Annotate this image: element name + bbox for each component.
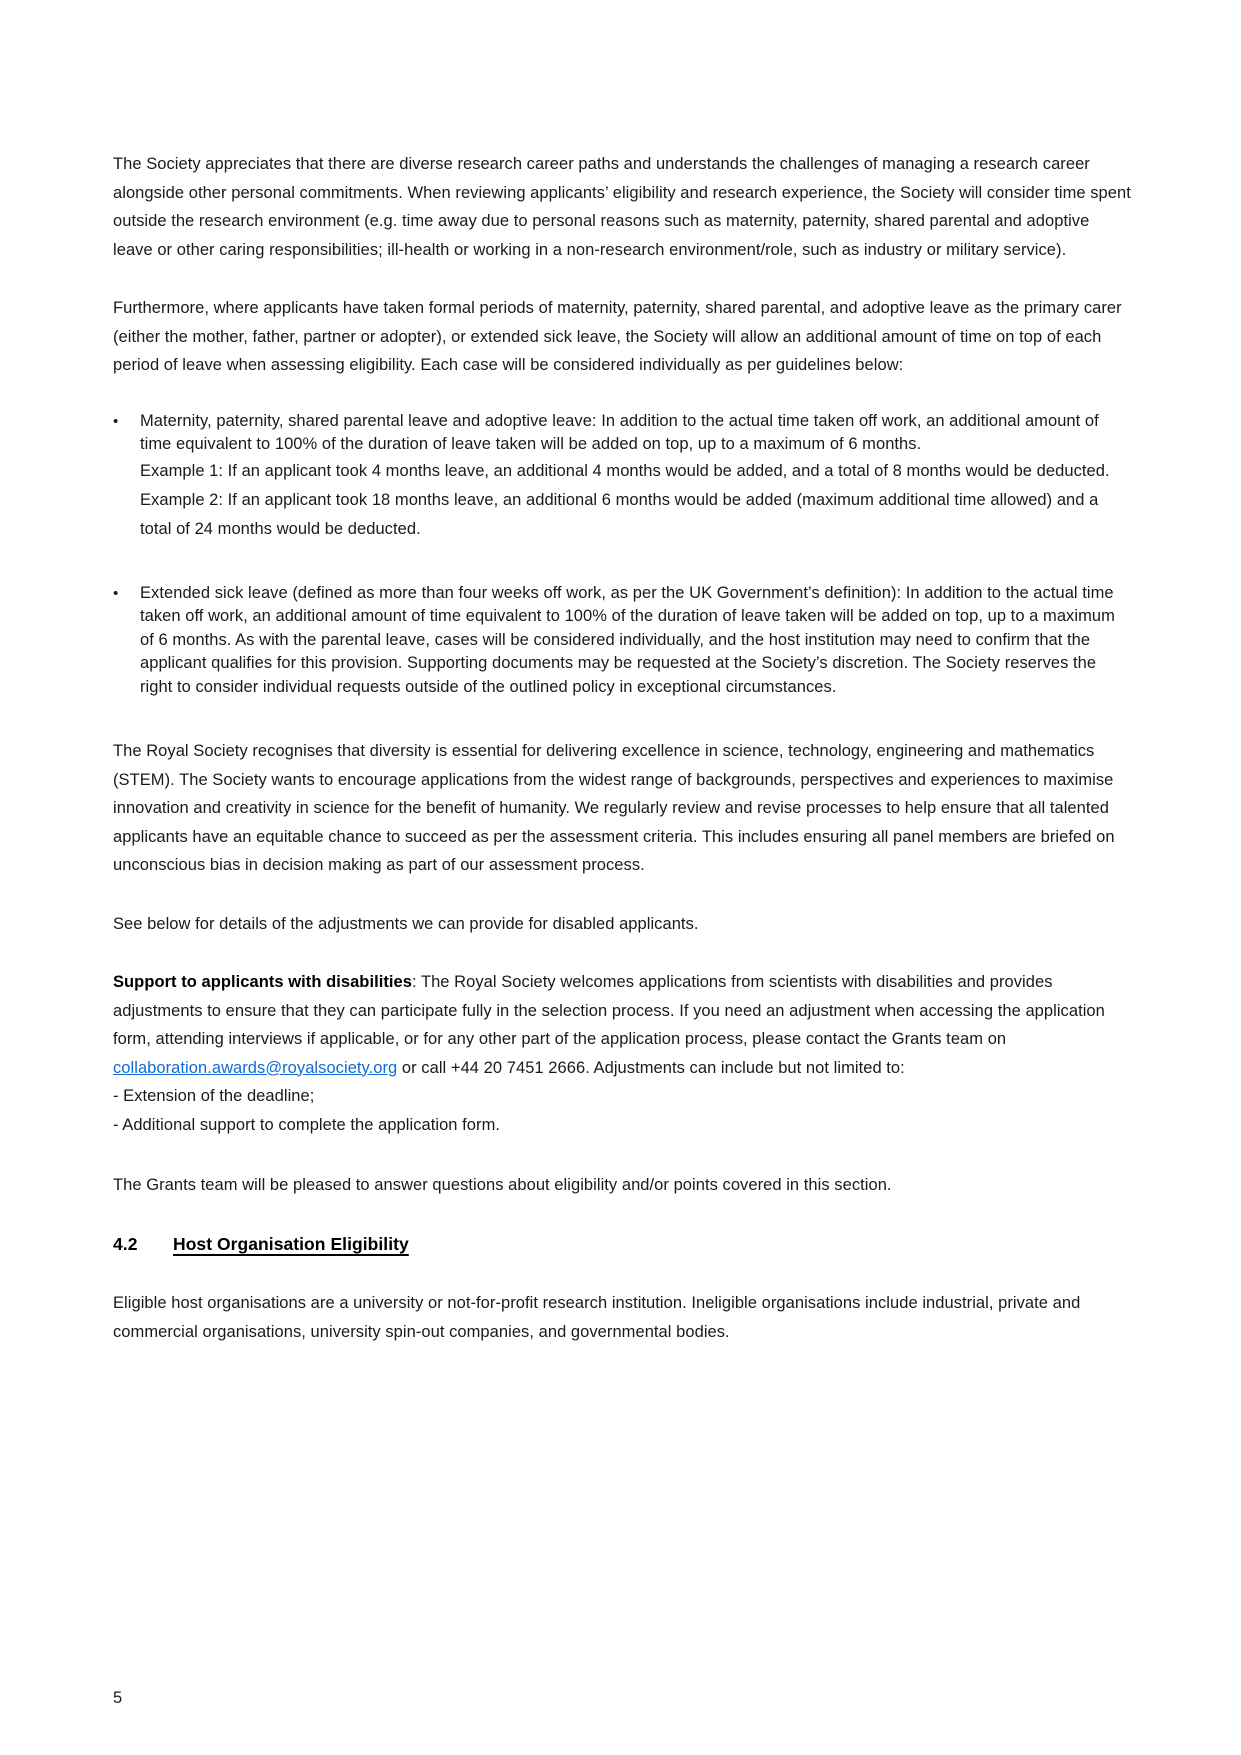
bullet-parental-leave-text: Maternity, paternity, shared parental leave and adoptive leave: In addition to the actual time taken off work, an additional amount of time equivalent to 100% of the duration of leave taken will be added on top, up to a maximum of 6 months. [140,411,1099,453]
paragraph-leave-allowance: Furthermore, where applicants have taken formal periods of maternity, paternity, shared parental, and adoptive leave as the primary carer (either the mother, father, partner or adopter), or extended sick leave, the Society will allow an additional amount of time on top of each period of leave when assessing eligibility. Each case will be considered individually as per guidelines below: [113,299,1122,374]
bullet-sick-leave-body [140,582,1133,700]
support-text-after-link: or call +44 20 7451 2666. Adjustments can include but not limited to: [397,1058,905,1077]
page-number: 5 [113,1689,123,1707]
paragraph-see-below: See below for details of the adjustments we can provide for disabled applicants. [113,914,699,933]
adjustment-item-deadline: - Extension of the deadline; [113,1087,315,1105]
adjustment-item-application-support: - Additional support to complete the application form. [113,1115,501,1134]
support-text-before-link: : The Royal Society welcomes applications from scientists with disabilities and provides adjustments to ensure that they can participate fully in the selection process. If you need an adjustment when accessing the application form, attending interviews if applicable, or for any other part of the application process, please contact the Grants team on [113,973,1105,1048]
bullet-icon: • [113,584,119,602]
document-content [113,0,1133,1376]
section-title: Host Organisation Eligibility [173,1233,409,1254]
bullet-parental-leave-body [140,410,1133,544]
bullet-sick-leave-text: Extended sick leave (defined as more than four weeks off work, as per the UK Government’s definition): In addition to the actual time taken off work, an additional amount of time equivalent to 100% of the duration of leave taken will be added on top, up to a maximum of 6 months. As with the parental leave, cases will be considered individually, and the host institution may need to confirm that the applicant qualifies for this provision. Supporting documents may be requested at the Society’s discretion. The Society reserves the right to consider individual requests outside of the outlined policy in exceptional circumstances. [140,583,1115,696]
bullet-item-parental-leave [113,410,1133,544]
support-paragraph-text [113,973,1105,1077]
email-link[interactable]: collaboration.awards@royalsociety.org [113,1058,398,1077]
paragraph-grants-team: The Grants team will be pleased to answer questions about eligibility and/or points covered in this section. [113,1176,892,1194]
paragraph-career-paths: The Society appreciates that there are diverse research career paths and understands the challenges of managing a research career alongside other personal commitments. When reviewing applicants’ eligibility and research experience, the Society will consider time spent outside the research environment (e.g. time away due to personal reasons such as maternity, paternity, shared parental and adoptive leave or other caring responsibilities; ill-health or working in a non-research environment/role, such as industry or military service). [113,155,1131,259]
paragraph-host-org-eligibility: Eligible host organisations are a university or not-for-profit research institution. Ineligible organisations include industrial, private and commercial organisations, university spin-out companies, and governmental bodies. [113,1294,1081,1341]
section-number: 4.2 [113,1233,138,1254]
paragraph-diversity: The Royal Society recognises that diversity is essential for delivering excellence in science, technology, engineering and mathematics (STEM). The Society wants to encourage applications from the widest range of backgrounds, perspectives and experiences to maximise innovation and creativity in science for the benefit of humanity. We regularly review and revise processes to help ensure that all talented applicants have an equitable chance to succeed as per the assessment criteria. This includes ensuring all panel members are briefed on unconscious bias in decision making as part of our assessment process. [113,742,1115,874]
section-heading-host-organisation [113,1230,1133,1259]
support-bold-lead: Support to applicants with disabilities [113,973,412,991]
bullet-parental-leave-example-1: Example 1: If an applicant took 4 months leave, an additional 4 months would be added, and a total of 8 months would be deducted. [140,461,1110,480]
bullet-item-sick-leave [113,582,1133,700]
bullet-parental-leave-example-2: Example 2: If an applicant took 18 months leave, an additional 6 months would be added (maximum additional time allowed) and a total of 24 months would be deducted. [140,490,1099,538]
bullet-icon: • [113,412,119,430]
paragraph-support-disabilities [113,968,1133,1139]
